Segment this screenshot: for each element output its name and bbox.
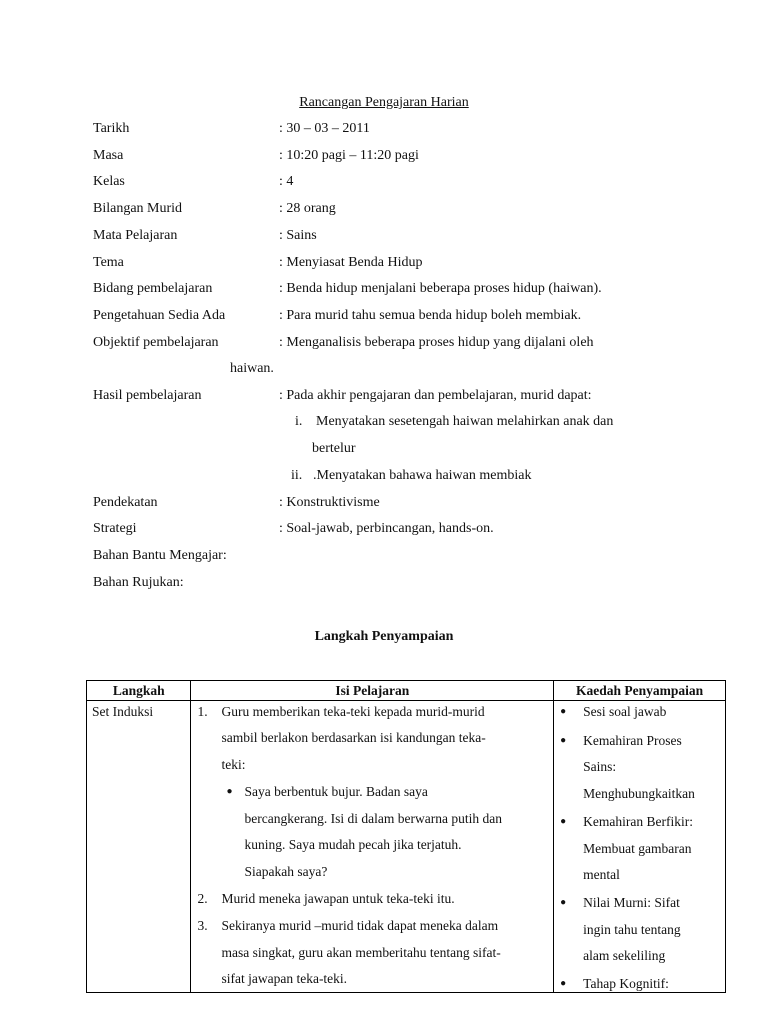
header-kaedah-penyampaian: Kaedah Penyampaian [554, 681, 726, 701]
header-isi-pelajaran: Isi Pelajaran [191, 681, 554, 701]
field-value: : Soal-jawab, perbincangan, hands-on. [279, 521, 494, 536]
field-label: Bilangan Murid [93, 201, 183, 216]
cell-isi-pelajaran [191, 701, 554, 993]
field-value: : Para murid tahu semua benda hidup boleh membiak. [279, 308, 582, 323]
hasil-item-text: .Menyatakan bahawa haiwan membiak [313, 468, 532, 483]
kaedah-text: alam sekeliling [583, 948, 666, 963]
field-value: : Sains [279, 228, 317, 243]
field-value: : Konstruktivisme [279, 495, 380, 510]
list-number: 3. [197, 918, 208, 933]
field-label: Objektif pembelajaran [93, 335, 219, 350]
hasil-item-text-cont: bertelur [312, 441, 356, 456]
kaedah-text: Membuat gambaran [583, 841, 692, 856]
header-langkah: Langkah [87, 681, 191, 701]
cell-kaedah [554, 701, 726, 993]
hasil-item-text: Menyatakan sesetengah haiwan melahirkan anak dan [316, 414, 614, 429]
table-header-row [87, 681, 726, 701]
kaedah-text: Kemahiran Berfikir: [583, 814, 694, 829]
field-value: : 10:20 pagi – 11:20 pagi [279, 148, 419, 163]
hasil-item-number: i. [295, 414, 303, 429]
field-label: Bidang pembelajaran [93, 281, 213, 296]
field-label: Tema [93, 255, 124, 270]
kaedah-text: Nilai Murni: Sifat [583, 895, 680, 910]
field-value: : 28 orang [279, 201, 336, 216]
bullet-icon: ● [560, 897, 567, 908]
kaedah-text: Sains: [583, 759, 617, 774]
kaedah-text: Kemahiran Proses [583, 733, 682, 748]
field-label: Mata Pelajaran [93, 228, 178, 243]
list-item-text: sifat jawapan teka-teki. [221, 971, 348, 986]
field-label: Strategi [93, 521, 137, 536]
list-item-text: sambil berlakon berdasarkan isi kandungan teka- [221, 730, 486, 745]
list-number: 1. [197, 704, 208, 719]
field-label: Tarikh [93, 121, 130, 136]
field-label: Pendekatan [93, 495, 158, 510]
list-item-text: Murid meneka jawapan untuk teka-teki itu. [221, 891, 455, 906]
field-value: : 30 – 03 – 2011 [279, 121, 370, 136]
step-name: Set Induksi [92, 704, 154, 719]
list-item-text: teki: [221, 757, 246, 772]
cell-langkah [87, 701, 191, 993]
kaedah-text: Tahap Kognitif: [583, 976, 669, 991]
field-label: Bahan Rujukan: [93, 575, 184, 590]
field-label: Pengetahuan Sedia Ada [93, 308, 226, 323]
objektif-continuation: haiwan. [230, 361, 274, 376]
list-item-text: Guru memberikan teka-teki kepada murid-murid [221, 704, 485, 719]
field-value: : Benda hidup menjalani beberapa proses hidup (haiwan). [279, 281, 602, 296]
bullet-icon: ● [560, 978, 567, 989]
riddle-text: Siapakah saya? [244, 864, 328, 879]
kaedah-text: Sesi soal jawab [583, 704, 667, 719]
bullet-icon: ● [560, 816, 567, 827]
kaedah-text: mental [583, 867, 620, 882]
section-title: Langkah Penyampaian [314, 629, 454, 644]
lesson-steps-table [86, 680, 726, 993]
riddle-text: Saya berbentuk bujur. Badan saya [244, 784, 428, 799]
field-label: Kelas [93, 174, 125, 189]
bullet-icon: ● [560, 735, 567, 746]
list-number: 2. [197, 891, 208, 906]
field-label: Masa [93, 148, 124, 163]
field-value: : Menyiasat Benda Hidup [279, 255, 423, 270]
field-label: Hasil pembelajaran [93, 388, 202, 403]
riddle-text: kuning. Saya mudah pecah jika terjatuh. [244, 837, 462, 852]
kaedah-text: Menghubungkaitkan [583, 786, 695, 801]
bullet-icon: ● [226, 786, 233, 797]
riddle-text: bercangkerang. Isi di dalam berwarna putih dan [244, 811, 503, 826]
bullet-icon: ● [560, 706, 567, 717]
field-value: : 4 [279, 174, 294, 189]
list-item-text: masa singkat, guru akan memberitahu tentang sifat- [221, 945, 501, 960]
document-title: Rancangan Pengajaran Harian [299, 95, 469, 110]
field-value: : Menganalisis beberapa proses hidup yang dijalani oleh [279, 335, 594, 350]
list-item-text: Sekiranya murid –murid tidak dapat meneka dalam [221, 918, 499, 933]
field-label: Bahan Bantu Mengajar: [93, 548, 227, 563]
table-row [87, 701, 726, 993]
kaedah-text: ingin tahu tentang [583, 922, 681, 937]
hasil-item-number: ii. [291, 468, 303, 483]
field-value: : Pada akhir pengajaran dan pembelajaran, murid dapat: [279, 388, 592, 403]
